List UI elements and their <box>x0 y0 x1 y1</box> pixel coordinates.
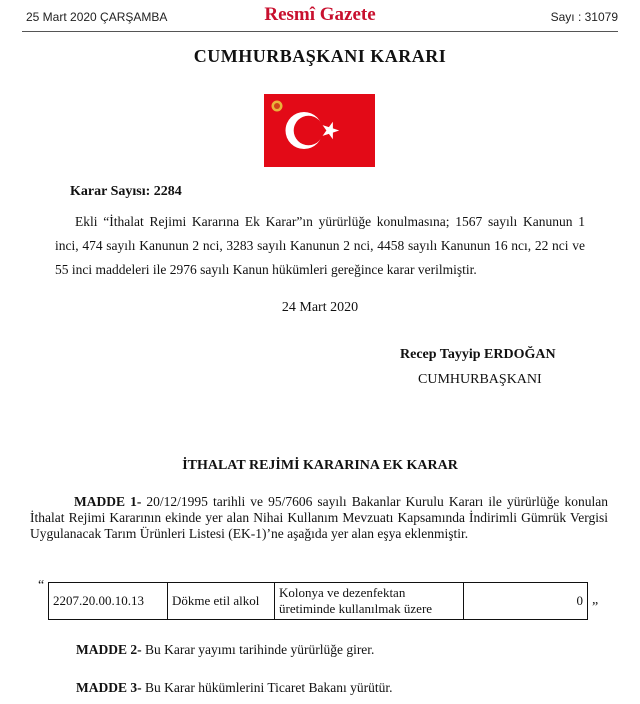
article-2-text: Bu Karar yayımı tarihinde yürürlüğe girer. <box>141 642 375 657</box>
article-2-label: MADDE 2- <box>76 642 142 657</box>
goods-table <box>48 582 588 620</box>
article-1-label: MADDE 1- <box>74 494 142 509</box>
end-use-cell: Kolonya ve dezenfektan üretiminde kullanılmak üzere <box>275 583 464 620</box>
signatory-name: Recep Tayyip ERDOĞAN <box>400 347 556 362</box>
table-row <box>49 583 588 620</box>
article-1-text: 20/12/1995 tarihli ve 95/7606 sayılı Bakanlar Kurulu Kararı ile yürürlüğe konulan İthalat Rejimi Kararının ekinde yer alan Nihai Kullanım Mevzuatı Kapsamında İndirimli Gümrük Vergisi Uygulanacak Tarım Ürünleri Listesi (EK-1)’ne aşağıda yer alan eşya eklenmiştir. <box>30 494 608 541</box>
article-1 <box>30 494 608 542</box>
signatory-title: CUMHURBAŞKANI <box>418 372 542 387</box>
decision-intro-paragraph: Ekli “İthalat Rejimi Kararına Ek Karar”ın yürürlüğe konulmasına; 1567 sayılı Kanunun 1 inci, 474 sayılı Kanunun 2 nci, 3283 sayılı Kanunun 2 nci, 4458 sayılı Kanunun 16 ncı, 22 nci ve 55 inci maddeleri ile 2976 sayılı Kanun hükümleri gereğince karar verilmiştir. <box>55 214 585 277</box>
turkish-flag-image <box>264 94 375 167</box>
close-quote: ” <box>592 600 599 615</box>
decision-number: Karar Sayısı: 2284 <box>70 184 182 199</box>
article-3-label: MADDE 3- <box>76 680 142 695</box>
tariff-code-cell: 2207.20.00.10.13 <box>49 583 168 620</box>
header-date: 25 Mart 2020 ÇARŞAMBA <box>26 10 168 24</box>
annex-title: İTHALAT REJİMİ KARARINA EK KARAR <box>182 458 458 473</box>
gazette-header <box>0 0 640 34</box>
open-quote: “ <box>38 578 45 593</box>
decision-date: 24 Mart 2020 <box>281 300 359 315</box>
header-divider <box>22 31 618 32</box>
article-3-text: Bu Karar hükümlerini Ticaret Bakanı yürütür. <box>141 680 393 695</box>
article-2 <box>76 642 374 658</box>
goods-description-cell: Dökme etil alkol <box>168 583 275 620</box>
duty-rate-cell: 0 <box>464 583 588 620</box>
gazette-name: Resmî Gazete <box>264 4 376 25</box>
page-title: CUMHURBAŞKANI KARARI <box>193 46 447 66</box>
issue-number: Sayı : 31079 <box>550 10 618 24</box>
article-3 <box>76 680 392 696</box>
